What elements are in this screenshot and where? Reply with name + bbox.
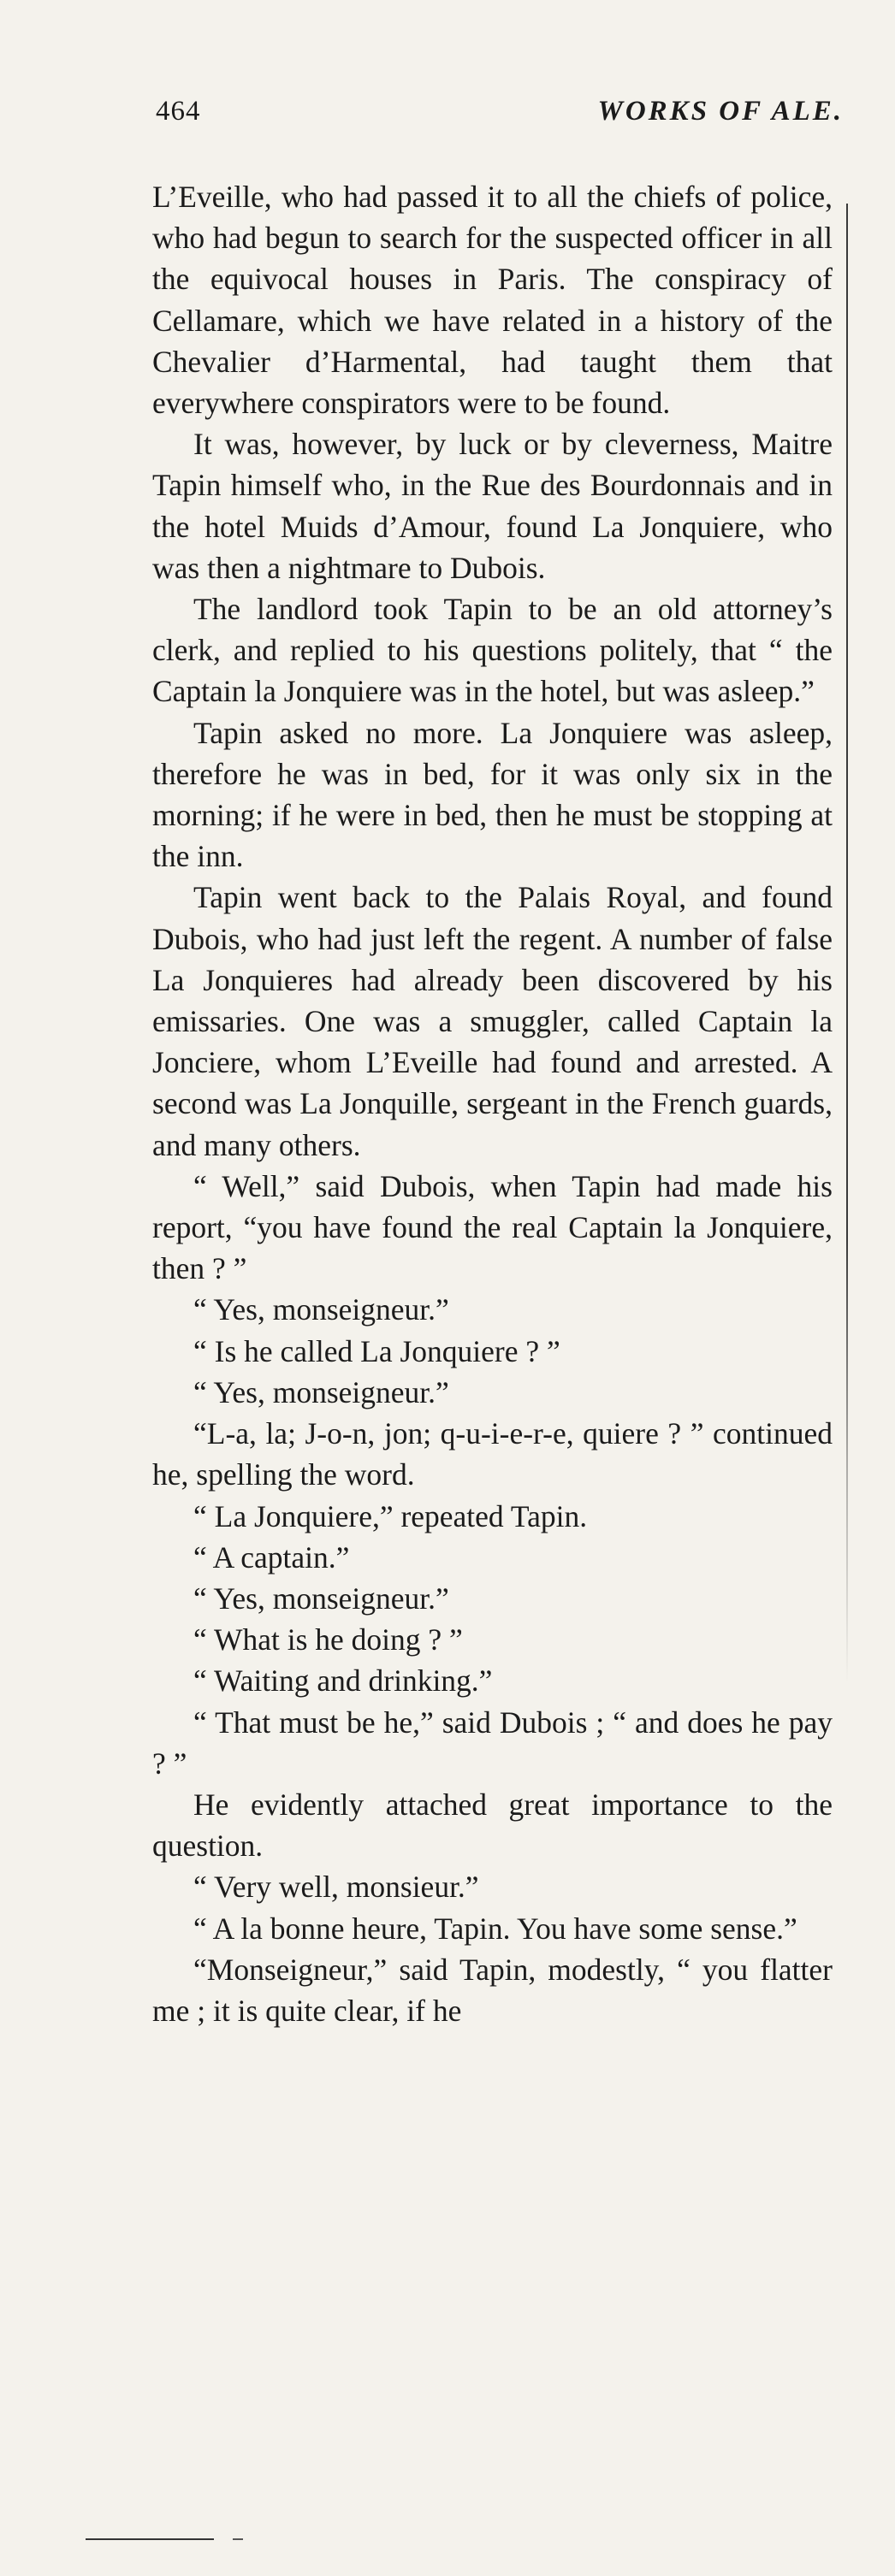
page-header [156, 96, 844, 139]
paragraph: It was, however, by luck or by cleverness, Maitre Tapin himself who, in the Rue des Bourdonnais and in the hotel Muids d’Amour, found La Jonquiere, who was then a nightmare to Dubois. [152, 427, 833, 585]
paragraph: “ That must be he,” said Dubois ; “ and does he pay ? ” [152, 1705, 833, 1781]
body-text [152, 176, 833, 2031]
paragraph: “ What is he doing ? ” [193, 1622, 463, 1657]
paragraph: “ A captain.” [193, 1539, 350, 1575]
paragraph: L’Eveille, who had passed it to all the chiefs of police, who had begun to search for the suspected officer in all the equivocal houses in Paris. The conspiracy of Cellamare, which we have related in a history of the Chevalier d’Harmental, had taught them that everywhere conspirators were to be found. [152, 180, 833, 421]
paragraph: “ Yes, monseigneur.” [193, 1292, 449, 1327]
paragraph: “ A la bonne heure, Tapin. You have some sense.” [193, 1911, 797, 1946]
paragraph: Tapin went back to the Palais Royal, and found Dubois, who had just left the regent. A number of false La Jonquieres had already been discovered by his emissaries. One was a smuggler, called Captain la Jonciere, whom L’Eveille had found and arrested. A second was La Jonquille, sergeant in the French guards, and many others. [152, 880, 833, 1162]
paragraph: “ Well,” said Dubois, when Tapin had made his report, “you have found the real Captain la Jonquiere, then ? ” [152, 1168, 833, 1286]
margin-rule [846, 204, 848, 1683]
footer-rule [86, 2538, 214, 2540]
paragraph: “ Yes, monseigneur.” [193, 1580, 449, 1616]
paragraph: “ Is he called La Jonquiere ? ” [193, 1333, 560, 1368]
paragraph: “Monseigneur,” said Tapin, modestly, “ you flatter me ; it is quite clear, if he [152, 1952, 833, 2028]
paragraph: The landlord took Tapin to be an old attorney’s clerk, and replied to his questions politely, that “ the Captain la Jonquiere was in the hotel, but was asleep.” [152, 592, 833, 709]
page-number: 464 [156, 96, 201, 127]
paragraph: “ La Jonquiere,” repeated Tapin. [193, 1498, 588, 1533]
paragraph: “ Waiting and drinking.” [193, 1663, 493, 1699]
footer-dash [233, 2538, 243, 2540]
running-head: WORKS OF ALE. [597, 96, 844, 127]
paragraph: “L-a, la; J-o-n, jon; q-u-i-e-r-e, quiere ? ” continued he, spelling the word. [152, 1416, 833, 1492]
paragraph: He evidently attached great importance to the question. [152, 1787, 833, 1864]
paragraph: Tapin asked no more. La Jonquiere was asleep, therefore he was in bed, for it was only six in the morning; if he were in bed, then he must be stopping at the inn. [152, 715, 833, 874]
paragraph: “ Yes, monseigneur.” [193, 1374, 449, 1409]
paragraph: “ Very well, monsieur.” [193, 1870, 479, 1905]
